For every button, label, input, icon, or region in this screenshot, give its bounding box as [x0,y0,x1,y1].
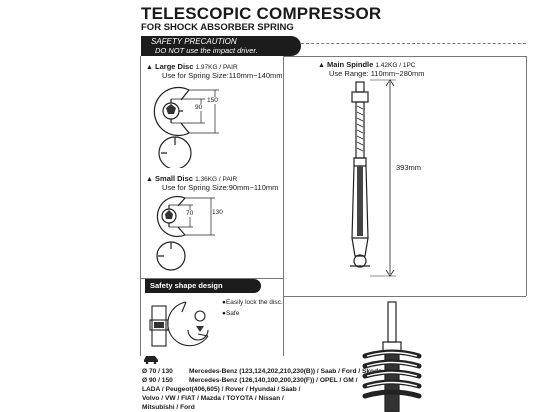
car-icon [143,354,159,364]
main-spindle-length: 393mm [396,163,422,172]
safety-note-lock-text: Easily lock the disc. [225,299,283,306]
large-disc-dim-inner: 90 [195,104,203,111]
divider [283,296,526,297]
main-spindle-diagram [330,78,410,283]
bullet-icon: ● [222,299,226,306]
application-cars-5: Mitsubishi / Ford [142,404,195,411]
small-disc-diagram [145,190,280,278]
divider [301,43,526,44]
divider [283,56,284,356]
small-disc-weight: 1.36KG / PAIR [195,176,238,183]
application-cars-1: Mercedes-Benz (123,124,202,210,230(B)) / Saab / Ford / Skoda [189,368,382,375]
large-disc-spring-size: Use for Spring Size:110mm~140mm [162,71,283,80]
safety-shape-diagram [148,296,228,354]
weight-icon: ▲ [146,176,153,183]
application-sizes-1: Ø 70 / 130 [142,368,173,375]
safety-note-lock [222,299,283,306]
main-spindle-weight: 1.42KG / 1PC [375,62,416,69]
safety-shape-title-text: Safety shape design [150,281,223,290]
divider [526,56,527,296]
bullet-icon: ● [222,310,226,317]
divider [283,56,526,57]
safety-precaution-banner [141,36,301,56]
large-disc-dim-outer: 150 [207,97,218,104]
small-disc-spring-size: Use for Spring Size:90mm~110mm [162,183,279,192]
small-disc-name: Small Disc [155,174,193,183]
small-disc-dim-inner: 70 [186,210,194,217]
safety-note-safe [222,310,239,317]
spring-illustration [355,300,435,412]
safety-banner-title: SAFETY PRECAUTION [151,37,237,46]
safety-shape-title [145,279,261,293]
safety-note-safe-text: Safe [225,310,240,317]
divider [140,56,141,356]
large-disc-diagram [145,78,280,168]
safety-banner-warning: DO NOT use the impact driver. [155,46,258,55]
large-disc-weight: 1.97KG / PAIR [195,64,238,71]
large-disc-name: Large Disc [155,62,194,71]
application-cars-2: Mercedes-Benz (126,140,100,200,230(F)) / OPEL / GM / [189,377,358,384]
application-cars-3: LADA / Peugeot(406,605) / Rover / Hyundai / Saab / [142,386,301,393]
weight-icon: ▲ [146,64,153,71]
main-spindle-range: Use Range: 110mm~280mm [329,69,425,78]
weight-icon: ▲ [318,62,325,69]
application-cars-4: Volvo / VW / FIAT / Mazda / TOYOTA / Nissan / [142,395,284,402]
small-disc-dim-outer: 130 [212,209,223,216]
main-spindle-name: Main Spindle [327,60,374,69]
page-title: TELESCOPIC COMPRESSOR [141,4,382,23]
application-sizes-2: Ø 90 / 150 [142,377,173,384]
page-subtitle: FOR SHOCK ABSORBER SPRING [141,22,294,33]
